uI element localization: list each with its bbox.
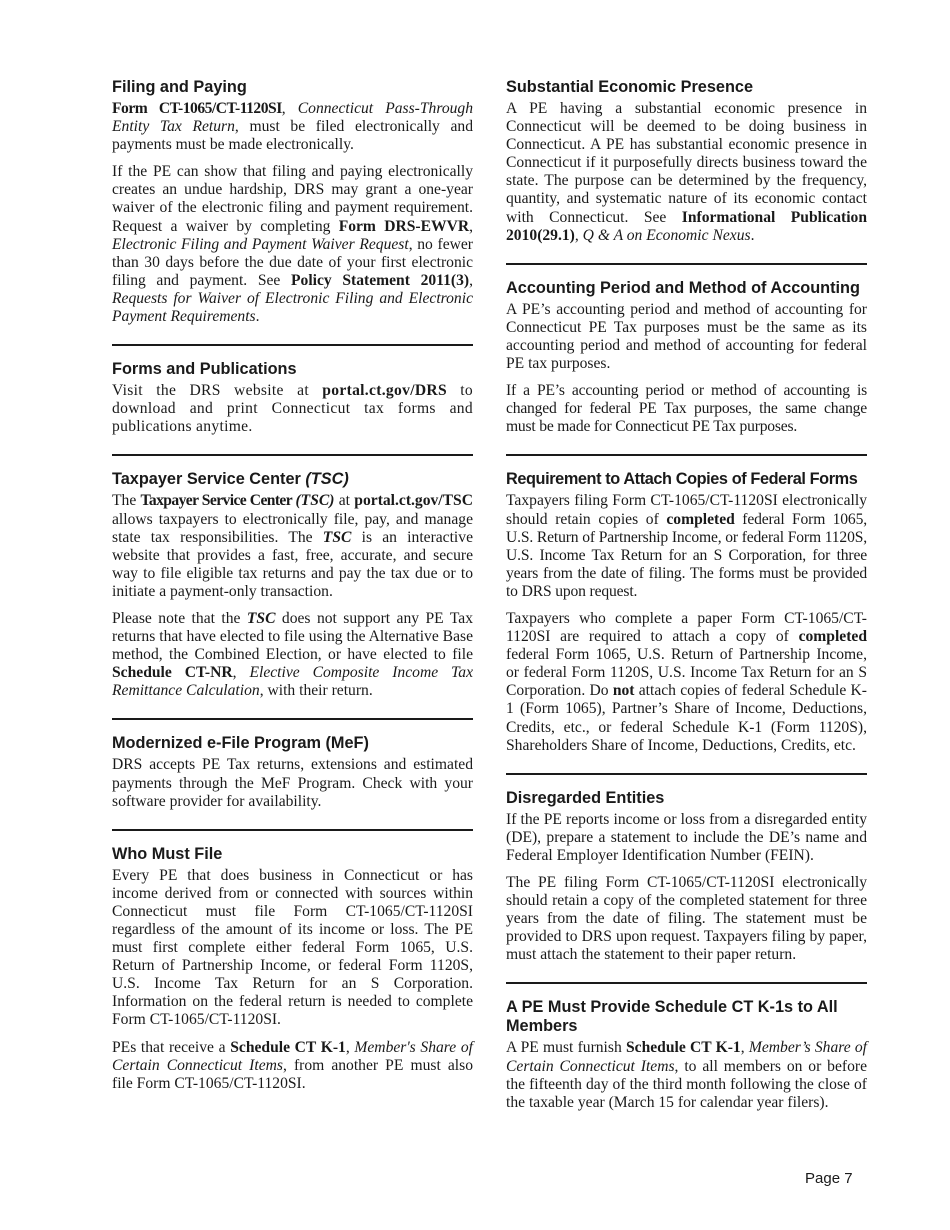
paragraph: Visit the DRS website at portal.ct.gov/DRS to download and print Connecticut tax forms and publications anytime. [112,382,473,436]
section-attach-federal-forms [506,470,867,754]
paragraph: Please note that the TSC does not support any PE Tax returns that have elected to file using the Alternative Base method, the Combined Election, or have elected to file Schedule CT-NR, Elective Composite Income Tax Remittance Calculation, with their return. [112,609,473,700]
section-heading: Filing and Paying [112,78,247,96]
drs-website-link[interactable]: portal.ct.gov/DRS [322,382,447,400]
paragraph: Taxpayers who complete a paper Form CT-1065/CT-1120SI are required to attach a copy of completed federal Form 1065, U.S. Return of Partnership Income, or federal Form 1120S, U.S. Income Tax Return for an S Corporation. Do not attach copies of federal Schedule K-1 (Form 1065), Partner’s Share of Income, Deductions, Credits, etc., or federal Schedule K-1 (Form 1120S), Shareholders Share of Income, Deductions, Credits, etc. [506,609,867,754]
paragraph: DRS accepts PE Tax returns, extensions and estimated payments through the MeF Program. Check with your software provider for availability. [112,756,473,810]
paragraph: The Taxpayer Service Center (TSC) at portal.ct.gov/TSC allows taxpayers to electronically file, pay, and manage state tax responsibilities. The TSC is an interactive website that provides a fast, free, accurate, and secure way to file eligible tax returns and pay the tax due or to initiate a payment-only transaction. [112,492,473,600]
paragraph: If the PE can show that filing and paying electronically creates an undue hardship, DRS may grant a one-year waiver of the electronic filing and payment requirement. Request a waiver by completing Form DRS-EWVR, Electronic Filing and Payment Waiver Request, no fewer than 30 days before the due date of your first electronic filing and payment. See Policy Statement 2011(3), Requests for Waiver of Electronic Filing and Electronic Payment Requirements. [112,163,474,326]
section-who-must-file [112,845,473,1093]
section-forms-and-publications [112,360,473,436]
section-divider [506,773,867,775]
paragraph: A PE must furnish Schedule CT K-1, Member’s Share of Certain Connecticut Items, to all members on or before the fifteenth day of the third month following the close of the taxable year (March 15 for calendar year filers). [506,1039,867,1111]
section-divider [112,718,473,720]
section-divider [112,454,473,456]
section-filing-and-paying [112,78,473,326]
paragraph: If the PE reports income or loss from a disregarded entity (DE), prepare a statement to include the DE’s name and Federal Employer Identification Number (FEIN). [506,810,867,864]
section-mef [112,734,473,810]
section-divider [506,454,867,456]
section-heading: Modernized e-File Program (MeF) [112,734,369,753]
section-heading: Requirement to Attach Copies of Federal Forms [506,470,858,489]
paragraph: PEs that receive a Schedule CT K-1, Member's Share of Certain Connecticut Items, from another PE must also file Form CT-1065/CT-1120SI. [112,1038,474,1092]
paragraph: Taxpayers filing Form CT-1065/CT-1120SI electronically should retain copies of completed federal Form 1065, U.S. Return of Partnership Income, or federal Form 1120S, U.S. Income Tax Return for an S Corporation, for three years from the date of filing. The forms must be provided to DRS upon request. [506,492,867,600]
section-schedule-ct-k1 [506,998,867,1111]
section-disregarded-entities [506,789,867,965]
paragraph: A PE’s accounting period and method of accounting for Connecticut PE Tax purposes must be the same as its accounting period and method of accounting for federal PE tax purposes. [506,300,867,373]
section-heading: Who Must File [112,844,223,863]
section-heading: A PE Must Provide Schedule CT K-1s to All Members [506,998,838,1036]
section-taxpayer-service-center [112,470,473,700]
section-heading: Accounting Period and Method of Accounting [506,278,860,297]
section-heading: Taxpayer Service Center (TSC) [112,470,349,489]
section-substantial-economic-presence [506,78,867,245]
section-heading: Disregarded Entities [506,788,665,807]
section-accounting-period [506,279,867,437]
page-number: Page 7 [805,1170,853,1187]
paragraph: The PE filing Form CT-1065/CT-1120SI electronically should retain a copy of the completed statement for three years from the date of filing. The statement must be provided to DRS upon request. Taxpayers filing by paper, must attach the statement to their paper return. [506,874,867,964]
section-heading: Substantial Economic Presence [506,78,754,96]
paragraph: Every PE that does business in Connecticut or has income derived from or connected with sources within Connecticut must file Form CT-1065/CT-1120SI regardless of the amount of its income or loss. The PE must first complete either federal Form 1065, U.S. Return of Partnership Income, or federal Form 1120S, U.S. Income Tax Return for an S Corporation. Information on the federal return is needed to complete Form CT-1065/CT-1120SI. [112,866,473,1029]
tsc-website-link[interactable]: portal.ct.gov/TSC [354,492,473,510]
paragraph: A PE having a substantial economic presence in Connecticut will be deemed to be doing business in Connecticut. A PE has substantial economic presence in Connecticut if it purposefully directs business toward the state. The purpose can be determined by the frequency, quantity, and systematic nature of its economic contact with Connecticut. See Informational Publication 2010(29.1), Q & A on Economic Nexus. [506,100,867,244]
paragraph: If a PE’s accounting period or method of accounting is changed for federal PE Tax purposes, the same change must be made for Connecticut PE Tax purposes. [506,382,867,436]
section-divider [506,982,867,984]
section-heading: Forms and Publications [112,360,297,379]
section-divider [506,263,867,265]
section-divider [112,829,473,831]
right-column [506,78,867,1112]
section-divider [112,344,473,346]
paragraph: Form CT-1065/CT-1120SI, Connecticut Pass-Through Entity Tax Return, must be filed electronically and payments must be made electronically. [112,100,474,154]
left-column [112,78,473,1093]
